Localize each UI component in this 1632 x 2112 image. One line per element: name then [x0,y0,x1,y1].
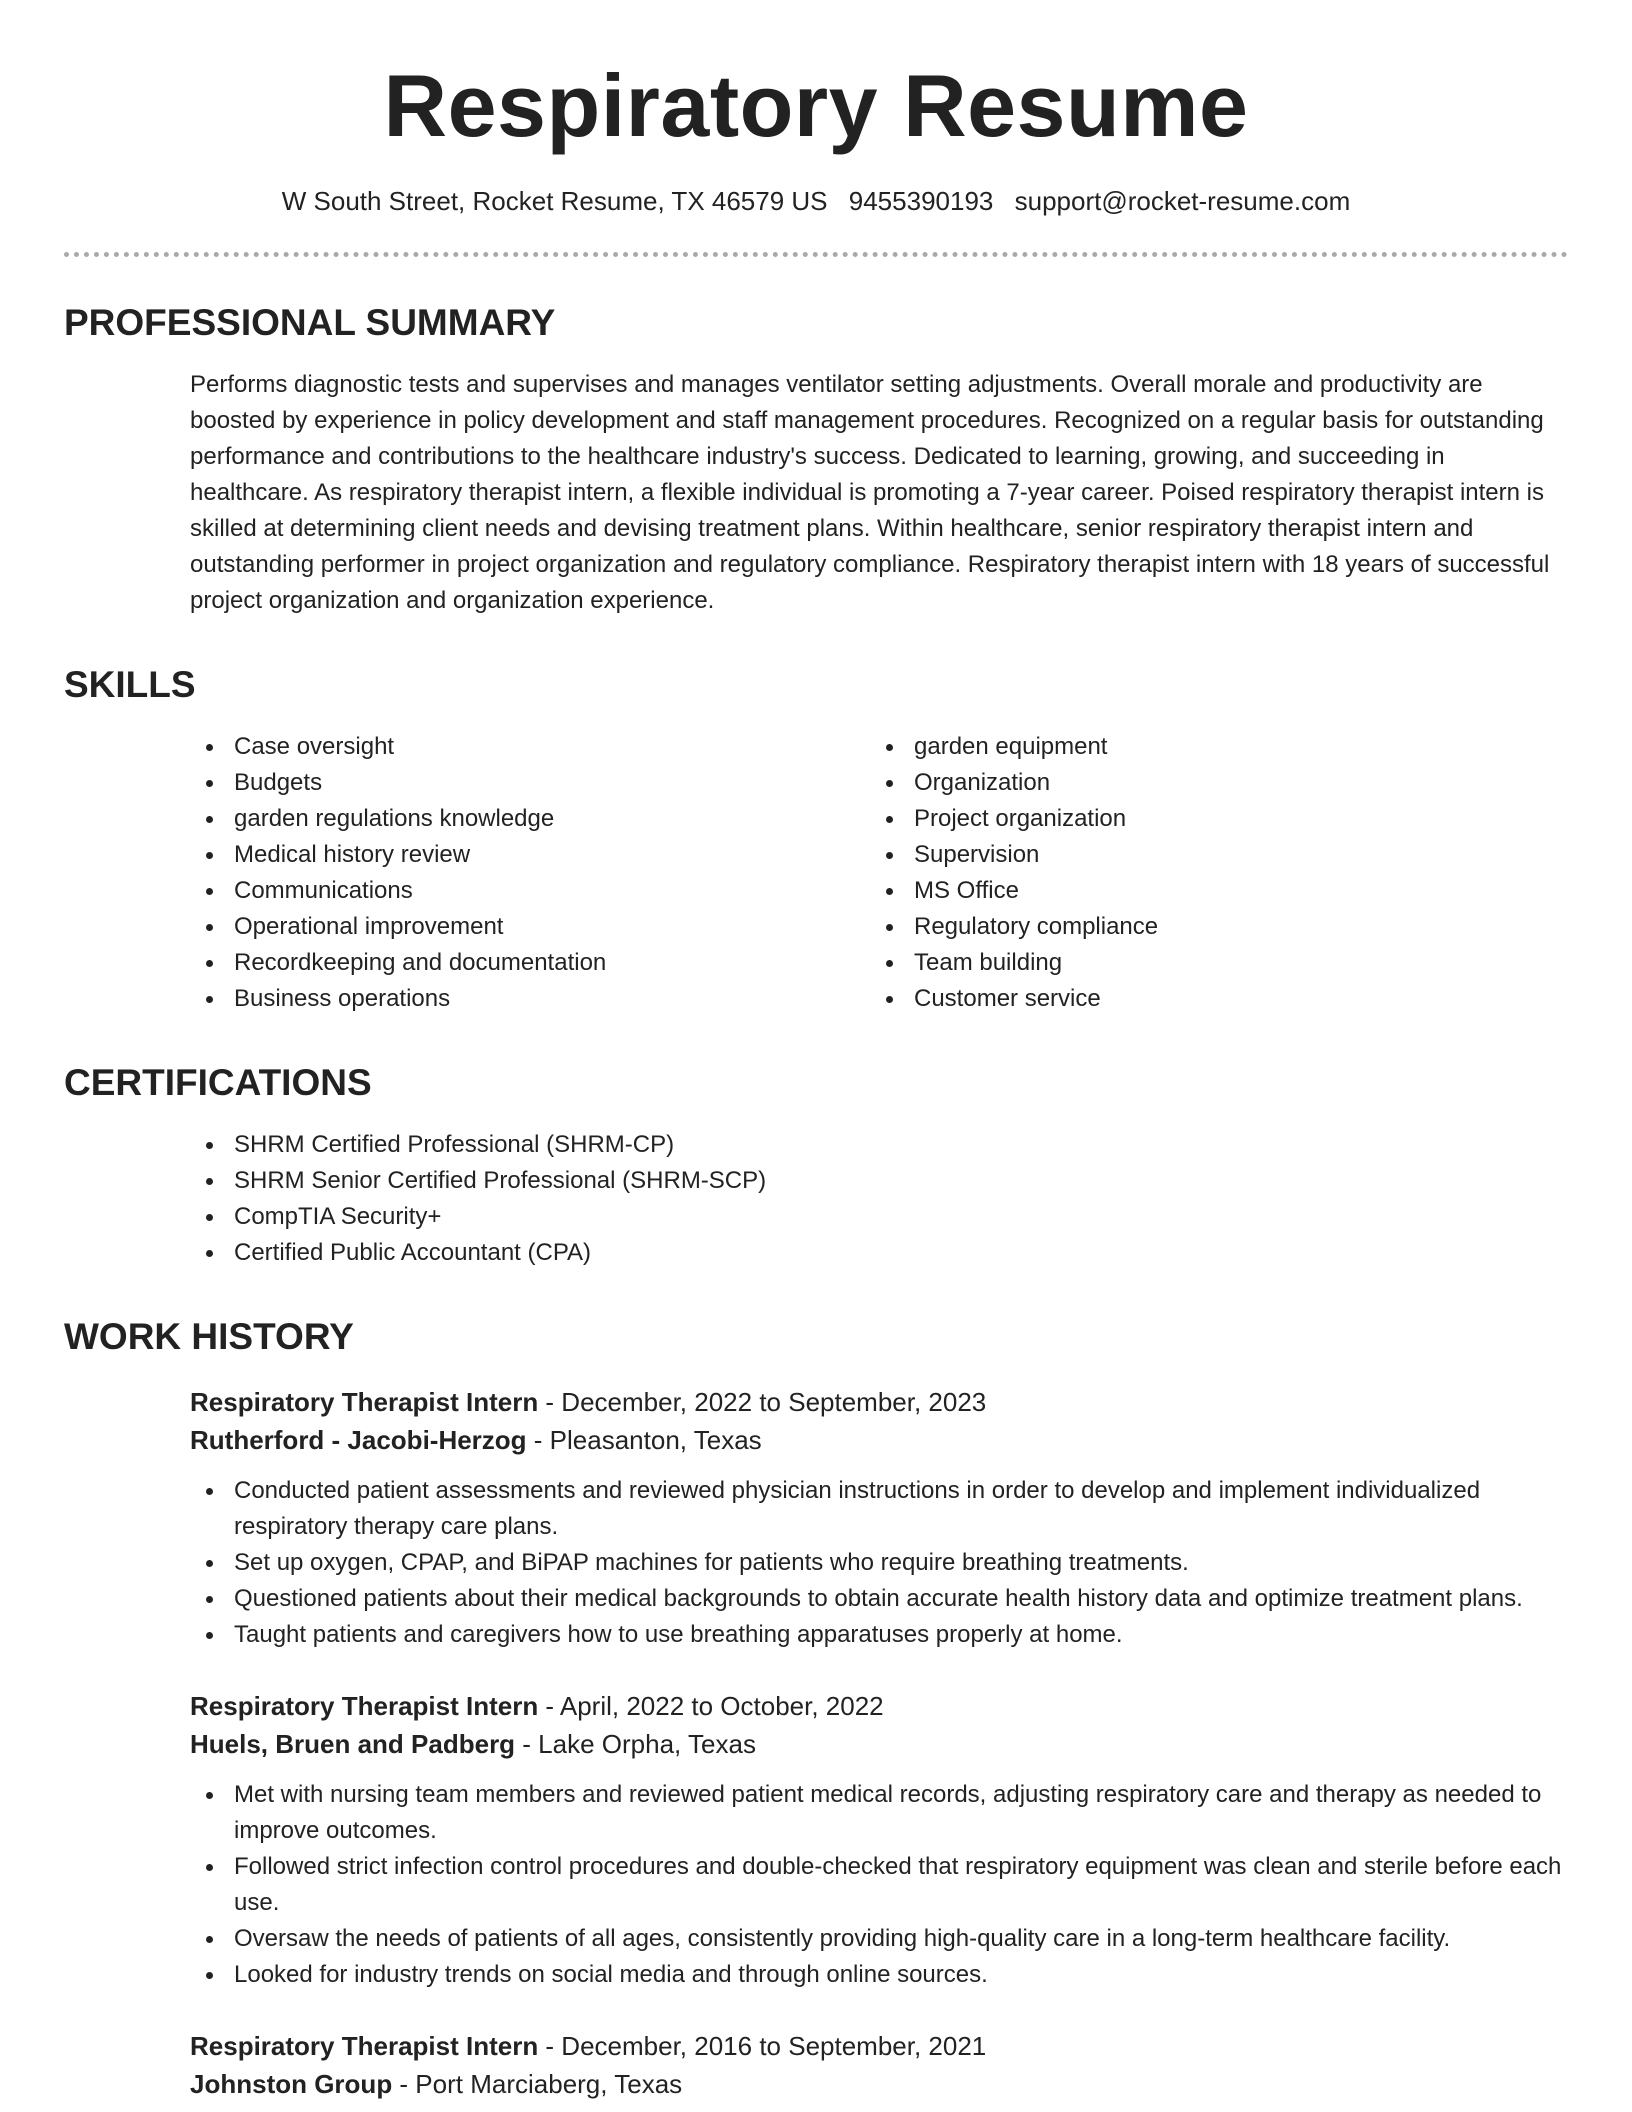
job-bullet: Conducted patient assessments and reviewed physician instructions in order to develop and implement individualized respiratory therapy care plans. [190,1473,1568,1545]
job-entry [190,1687,1568,1993]
skill-item: garden equipment [870,729,1550,765]
job-bullet: Looked for industry trends on social media and through online sources. [190,1957,1568,1993]
skill-item: Operational improvement [190,909,870,945]
job-bullet: Set up oxygen, CPAP, and BiPAP machines for patients who require breathing treatments. [190,1545,1568,1581]
contact-phone: 9455390193 [848,186,994,216]
job-entry [190,2027,1568,2103]
skill-item: Business operations [190,981,870,1017]
skill-item: Case oversight [190,729,870,765]
contact-email: support@rocket-resume.com [1014,186,1351,216]
job-title-line [190,1383,1568,1421]
skill-item: Project organization [870,801,1550,837]
contact-line [0,184,1632,218]
job-dates: - December, 2022 to September, 2023 [538,1387,987,1417]
skills-column-left [190,729,870,1017]
certification-item: SHRM Senior Certified Professional (SHRM-SCP) [190,1163,1568,1199]
certifications-list [190,1127,1568,1271]
job-company-line [190,1725,1568,1763]
job-company-line [190,1421,1568,1459]
job-title: Respiratory Therapist Intern [190,1691,539,1721]
job-entry [190,1383,1568,1653]
job-title-line [190,2027,1568,2065]
skill-item: Customer service [870,981,1550,1017]
contact-address: W South Street, Rocket Resume, TX 46579 US [281,186,828,216]
job-title-line [190,1687,1568,1725]
job-location: - Port Marciaberg, Texas [392,2069,683,2099]
job-bullet: Followed strict infection control procedures and double-checked that respiratory equipment was clean and sterile before each use. [190,1849,1568,1921]
certifications-heading: CERTIFICATIONS [64,1062,372,1103]
work-history-heading: WORK HISTORY [64,1316,354,1357]
resume-name: Respiratory Resume [383,56,1249,155]
skill-item: Team building [870,945,1550,981]
header-divider [64,252,1568,257]
job-company: Huels, Bruen and Padberg [190,1729,516,1759]
skill-item: Budgets [190,765,870,801]
skill-item: Communications [190,873,870,909]
summary-heading: PROFESSIONAL SUMMARY [64,302,556,343]
skill-item: garden regulations knowledge [190,801,870,837]
certification-item: Certified Public Accountant (CPA) [190,1235,1568,1271]
skill-item: Regulatory compliance [870,909,1550,945]
job-dates: - December, 2016 to September, 2021 [538,2031,987,2061]
job-location: - Lake Orpha, Texas [515,1729,756,1759]
job-company: Johnston Group [190,2069,393,2099]
skill-item: MS Office [870,873,1550,909]
skills-list [190,729,1568,1017]
job-dates: - April, 2022 to October, 2022 [538,1691,884,1721]
skill-item: Medical history review [190,837,870,873]
job-bullet: Oversaw the needs of patients of all ages, consistently providing high-quality care in a long-term healthcare facility. [190,1921,1568,1957]
job-bullets [190,1777,1568,1993]
job-bullets [190,1473,1568,1653]
skills-column-right [870,729,1550,1017]
job-bullet: Met with nursing team members and reviewed patient medical records, adjusting respiratory care and therapy as needed to improve outcomes. [190,1777,1568,1849]
skill-item: Recordkeeping and documentation [190,945,870,981]
skill-item: Organization [870,765,1550,801]
job-bullet: Taught patients and caregivers how to use breathing apparatuses properly at home. [190,1617,1568,1653]
skills-heading: SKILLS [64,664,196,705]
resume-header [0,0,1632,218]
summary-text: Performs diagnostic tests and supervises and manages ventilator setting adjustments. Overall morale and productivity are boosted by experience in policy development and staff management procedures. Recognized on a regular basis for outstanding performance and contributions to the healthcare industry's success. Dedicated to learning, growing, and succeeding in healthcare. As respiratory therapist intern, a flexible individual is promoting a 7-year career. Poised respiratory therapist intern is skilled at determining client needs and devising treatment plans. Within healthcare, senior respiratory therapist intern and outstanding performer in project organization and regulatory compliance. Respiratory therapist intern with 18 years of successful project organization and organization experience. [190,371,1550,614]
job-title: Respiratory Therapist Intern [190,2031,539,2061]
job-title: Respiratory Therapist Intern [190,1387,539,1417]
certification-item: SHRM Certified Professional (SHRM-CP) [190,1127,1568,1163]
skill-item: Supervision [870,837,1550,873]
job-company-line [190,2065,1568,2103]
certification-item: CompTIA Security+ [190,1199,1568,1235]
job-bullet: Questioned patients about their medical backgrounds to obtain accurate health history data and optimize treatment plans. [190,1581,1568,1617]
job-location: - Pleasanton, Texas [526,1425,762,1455]
job-company: Rutherford - Jacobi-Herzog [190,1425,527,1455]
